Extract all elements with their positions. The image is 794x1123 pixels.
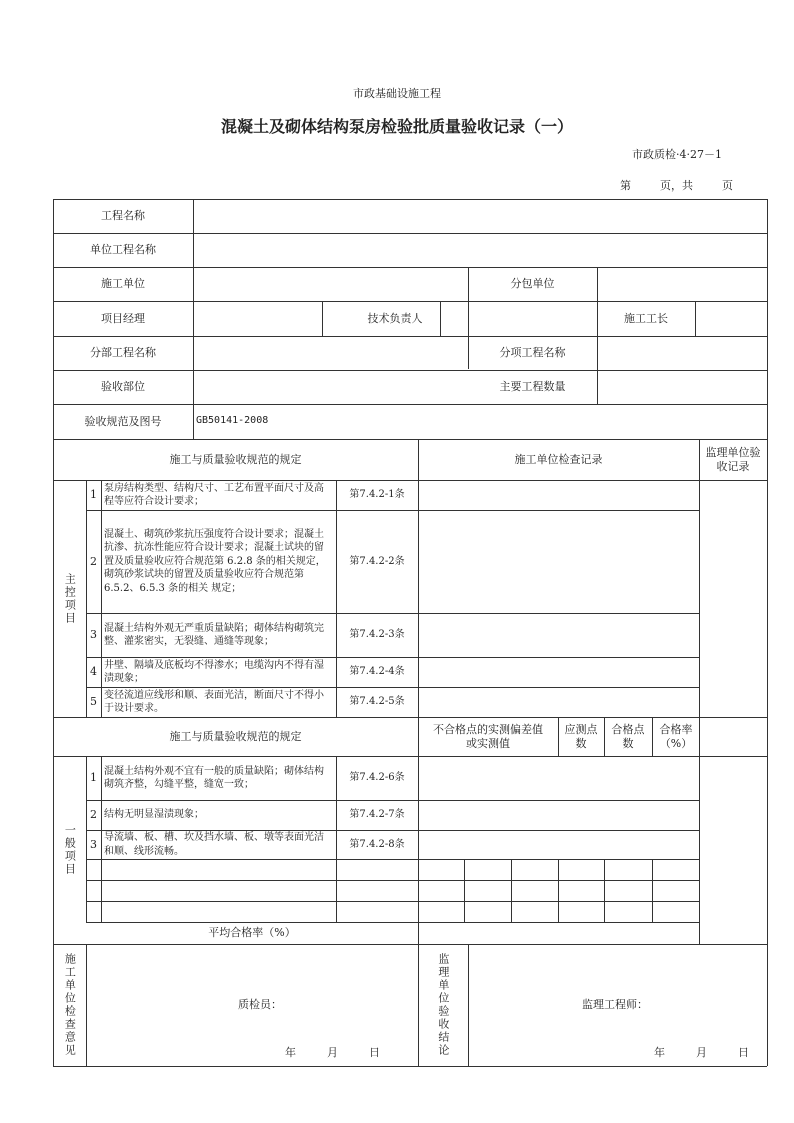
document-title: 混凝土及砌体结构泵房检验批质量验收记录（一） xyxy=(220,117,573,136)
date-year: 年 xyxy=(654,1046,665,1059)
main-control-group-label: 主控项目 xyxy=(63,572,77,625)
standard-label: 验收规范及图号 xyxy=(84,414,162,428)
general-item-text: 结构无明显湿渍现象； xyxy=(104,809,204,821)
tech-lead-label: 技术负责人 xyxy=(367,311,423,325)
general-item-clause: 第7.4.2-6条 xyxy=(349,772,405,784)
pm-label: 项目经理 xyxy=(101,311,145,325)
deviation-header: 不合格点的实测偏差值或实测值 xyxy=(433,722,543,750)
tech-lead-field[interactable] xyxy=(468,301,597,336)
main-item-text: 混凝土、砌筑砂浆抗压强度符合设计要求；混凝土抗渗、抗冻性能应符合设计要求；混凝土试块的留置及质量验收应符合规范第 6.2.8 条的相关规定，砌筑砂浆试块的留置及质量验收应符合规范第 6.5.2、6.5.3 条的相关 规定； xyxy=(104,528,326,594)
date-day: 日 xyxy=(738,1046,749,1059)
acceptance-part-field[interactable] xyxy=(193,370,468,404)
main-item-text: 变径流道应线形和顺、表面光洁，断面尺寸不得小于设计要求。 xyxy=(104,689,324,714)
contractor-field[interactable] xyxy=(193,267,468,301)
project-name-field[interactable] xyxy=(193,199,767,233)
contractor-date xyxy=(285,1044,380,1060)
supervision-date xyxy=(654,1044,749,1060)
date-month: 月 xyxy=(696,1046,707,1059)
average-rate-label: 平均合格率（%） xyxy=(208,926,296,940)
general-item-check-field[interactable] xyxy=(418,830,699,859)
general-item-check-field[interactable] xyxy=(418,756,699,800)
document-subtitle: 市政基础设施工程 xyxy=(353,87,441,100)
main-item-check-field[interactable] xyxy=(418,510,699,613)
main-item-no: 5 xyxy=(90,695,97,709)
main-item-check-field[interactable] xyxy=(418,687,699,717)
main-item-check-field[interactable] xyxy=(418,613,699,657)
main-item-clause: 第7.4.2-4条 xyxy=(349,666,405,678)
supervision-conclusion-label: 监理单位验收结论 xyxy=(436,953,450,1057)
main-item-clause: 第7.4.2-5条 xyxy=(349,696,405,708)
contractor-label: 施工单位 xyxy=(101,277,145,291)
general-item-no: 2 xyxy=(90,808,97,822)
main-item-no: 4 xyxy=(90,665,97,679)
rate-header: 合格率（%） xyxy=(659,722,693,750)
general-group-label: 一般项目 xyxy=(63,824,77,876)
main-item-clause: 第7.4.2-1条 xyxy=(349,489,405,501)
general-item-clause: 第7.4.2-8条 xyxy=(349,838,405,850)
item-project-label: 分项工程名称 xyxy=(499,346,566,360)
subcontractor-label: 分包单位 xyxy=(510,277,555,291)
standard-value: GB50141-2008 xyxy=(196,415,269,427)
page-indicator xyxy=(620,177,733,193)
unit-project-label: 单位工程名称 xyxy=(90,243,156,257)
general-item-no: 1 xyxy=(90,771,97,785)
general-item-clause: 第7.4.2-7条 xyxy=(349,809,405,821)
general-item-text: 导流墙、板、槽、坎及挡水墙、板、墩等表面光洁和顺、线形流畅。 xyxy=(104,832,324,857)
main-quantity-field[interactable] xyxy=(597,370,767,404)
main-item-text: 井壁、隔墙及底板均不得渗水；电缆沟内不得有湿渍现象； xyxy=(104,659,324,684)
qualified-header: 合格点数 xyxy=(611,722,645,750)
should-measure-header: 应测点数 xyxy=(564,722,598,750)
main-item-text: 泵房结构类型、结构尺寸、工艺布置平面尺寸及高程等应符合设计要求； xyxy=(104,482,324,507)
foreman-field[interactable] xyxy=(695,301,767,336)
main-check-header: 施工单位检查记录 xyxy=(514,452,603,466)
inspector-label: 质检员： xyxy=(238,998,282,1012)
main-item-no: 2 xyxy=(90,554,97,568)
date-year: 年 xyxy=(285,1046,296,1059)
main-item-check-field[interactable] xyxy=(418,480,699,510)
acceptance-part-label: 验收部位 xyxy=(101,380,145,394)
main-quantity-label: 主要工程数量 xyxy=(499,380,566,394)
item-project-field[interactable] xyxy=(597,336,767,370)
main-item-clause: 第7.4.2-3条 xyxy=(349,629,405,641)
subcontractor-field[interactable] xyxy=(597,267,767,301)
general-item-check-field[interactable] xyxy=(418,800,699,830)
main-item-clause: 第7.4.2-2条 xyxy=(349,555,405,567)
page-label-ye: 页，共 xyxy=(660,179,693,192)
form-code: 市政质检·4·27－1 xyxy=(632,148,722,161)
pm-field[interactable] xyxy=(193,301,322,336)
supervision-header: 监理单位验收记录 xyxy=(705,445,761,473)
main-item-text: 混凝土结构外观无严重质量缺陷；砌体结构砌筑完整、灌浆密实，无裂缝、通缝等现象； xyxy=(104,622,324,647)
date-day: 日 xyxy=(369,1046,380,1059)
sub-project-label: 分部工程名称 xyxy=(90,346,156,360)
foreman-label: 施工工长 xyxy=(624,311,668,325)
main-item-no: 3 xyxy=(90,628,97,642)
project-name-label: 工程名称 xyxy=(101,209,145,223)
general-item-text: 混凝土结构外观不宜有一般的质量缺陷；砌体结构砌筑齐整，勾缝平整，缝宽一致； xyxy=(104,765,324,790)
general-supervision-field[interactable] xyxy=(699,756,767,944)
sub-project-field[interactable] xyxy=(193,336,468,370)
engineer-label: 监理工程师： xyxy=(582,998,648,1012)
page-label-ye2: 页 xyxy=(722,179,733,192)
page-label-di: 第 xyxy=(620,179,631,192)
general-item-no: 3 xyxy=(90,837,97,851)
main-spec-header: 施工与质量验收规范的规定 xyxy=(169,452,302,466)
general-spec-header: 施工与质量验收规范的规定 xyxy=(169,729,302,743)
main-item-check-field[interactable] xyxy=(418,657,699,687)
date-month: 月 xyxy=(327,1046,338,1059)
contractor-opinion-label: 施工单位检查意见 xyxy=(63,953,77,1057)
supervision-record-field[interactable] xyxy=(699,480,767,717)
average-rate-field[interactable] xyxy=(418,922,699,944)
unit-project-field[interactable] xyxy=(193,233,767,267)
main-item-no: 1 xyxy=(90,488,97,502)
